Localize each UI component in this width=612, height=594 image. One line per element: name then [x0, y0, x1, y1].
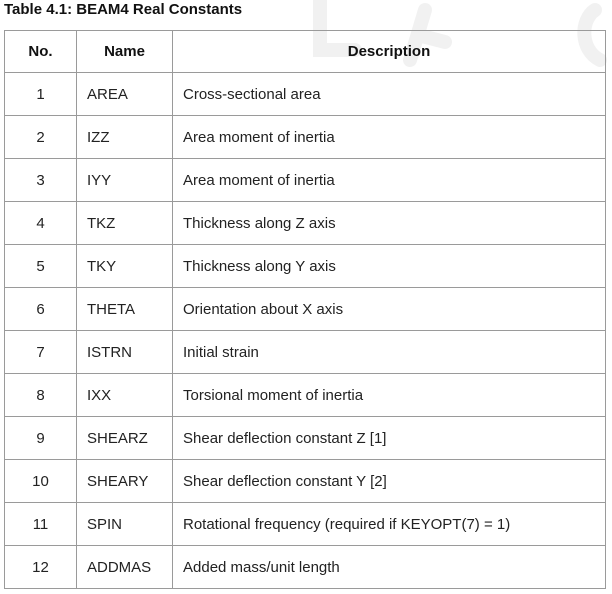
table-row	[5, 288, 606, 331]
cell-name: THETA	[77, 288, 173, 331]
cell-name: TKY	[77, 245, 173, 288]
cell-name: IZZ	[77, 116, 173, 159]
cell-name: ADDMAS	[77, 546, 173, 589]
cell-description: Torsional moment of inertia	[173, 374, 606, 417]
cell-no: 1	[5, 73, 77, 116]
cell-description: Shear deflection constant Y [2]	[173, 460, 606, 503]
cell-no: 7	[5, 331, 77, 374]
table-row	[5, 417, 606, 460]
table-row	[5, 546, 606, 589]
table-row	[5, 202, 606, 245]
table-row	[5, 73, 606, 116]
cell-no: 8	[5, 374, 77, 417]
cell-description: Thickness along Y axis	[173, 245, 606, 288]
cell-no: 5	[5, 245, 77, 288]
cell-no: 11	[5, 503, 77, 546]
table-header-row	[5, 31, 606, 73]
table-row	[5, 245, 606, 288]
cell-no: 12	[5, 546, 77, 589]
cell-description: Rotational frequency (required if KEYOPT(7) = 1)	[173, 503, 606, 546]
cell-name: SHEARZ	[77, 417, 173, 460]
table-row	[5, 460, 606, 503]
cell-no: 4	[5, 202, 77, 245]
cell-description: Area moment of inertia	[173, 159, 606, 202]
cell-description: Initial strain	[173, 331, 606, 374]
cell-name: AREA	[77, 73, 173, 116]
table-row	[5, 159, 606, 202]
table-row	[5, 374, 606, 417]
cell-name: IYY	[77, 159, 173, 202]
cell-name: IXX	[77, 374, 173, 417]
cell-description: Cross-sectional area	[173, 73, 606, 116]
cell-name: TKZ	[77, 202, 173, 245]
table-row	[5, 503, 606, 546]
cell-name: SPIN	[77, 503, 173, 546]
cell-description: Added mass/unit length	[173, 546, 606, 589]
cell-no: 9	[5, 417, 77, 460]
cell-name: ISTRN	[77, 331, 173, 374]
table-row	[5, 331, 606, 374]
cell-name: SHEARY	[77, 460, 173, 503]
table-row	[5, 116, 606, 159]
cell-no: 10	[5, 460, 77, 503]
header-no: No.	[5, 31, 77, 73]
cell-description: Orientation about X axis	[173, 288, 606, 331]
cell-no: 6	[5, 288, 77, 331]
table-caption: Table 4.1: BEAM4 Real Constants	[4, 1, 243, 18]
cell-description: Area moment of inertia	[173, 116, 606, 159]
header-name: Name	[77, 31, 173, 73]
cell-no: 3	[5, 159, 77, 202]
cell-description: Shear deflection constant Z [1]	[173, 417, 606, 460]
cell-description: Thickness along Z axis	[173, 202, 606, 245]
real-constants-table	[4, 30, 606, 589]
header-description: Description	[173, 31, 606, 73]
cell-no: 2	[5, 116, 77, 159]
